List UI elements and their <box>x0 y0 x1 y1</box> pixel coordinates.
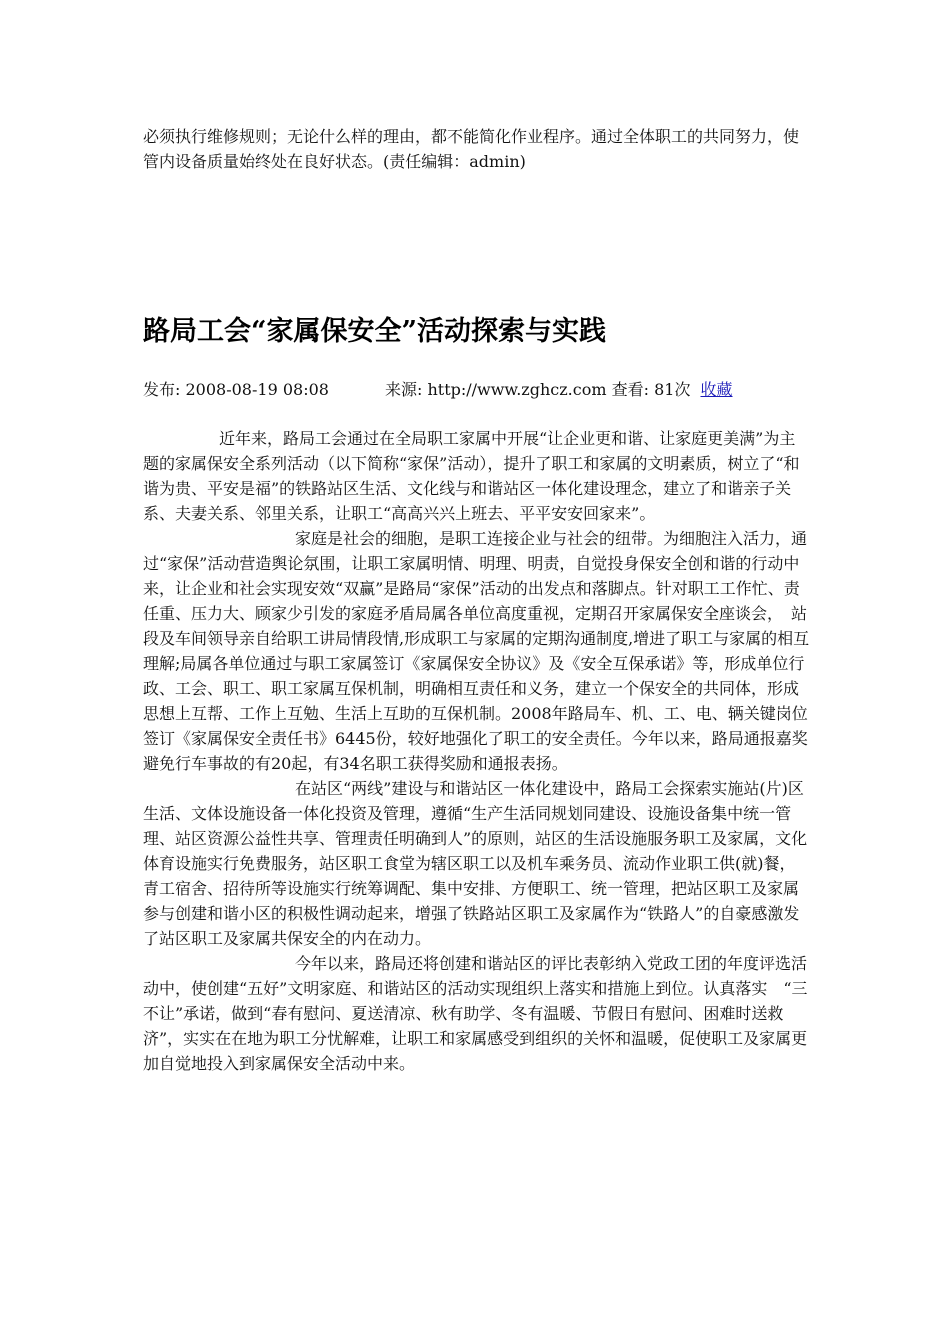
published-label: 发布: <box>143 380 181 399</box>
previous-article-closing: 必须执行维修规则；无论什么样的理由，都不能简化作业程序。通过全体职工的共同努力，使管内设备质量始终处在良好状态。(责任编辑：admin) <box>143 127 800 171</box>
article-paragraph: 家庭是社会的细胞，是职工连接企业与社会的纽带。为细胞注入活力，通过“家保”活动营造舆论氛围，让职工家属明情、明理、明责，自觉投身保安全创和谐的行动中来，让企业和社会实现安效“双赢”是路局“家保”活动的出发点和落脚点。针对职工工作忙、责任重、压力大、顾家少引发的家庭矛盾局属各单位高度重视，定期召开家属保安全座谈会， 站段及车间领导亲自给职工讲局情段情,形成职工与家属的定期沟通制度,增进了职工与家属的相互理解;局属各单位通过与职工家属签订《家属保安全协议》及《安全互保承诺》等，形成单位行政、工会、职工、职工家属互保机制，明确相互责任和义务，建立一个保安全的共同体，形成思想上互帮、工作上互勉、生活上互助的互保机制。2008年路局车、机、工、电、辆关键岗位签订《家属保安全责任书》6445份，较好地强化了职工的安全责任。今年以来，路局通报嘉奖避免行车事故的有20起，有34名职工获得奖励和通报表扬。 <box>143 529 810 773</box>
views-count: 81次 <box>654 380 691 399</box>
source-url: http://www.zghcz.com <box>427 380 607 399</box>
article-paragraph: 近年来，路局工会通过在全局职工家属中开展“让企业更和谐、让家庭更美满”为主题的家属保安全系列活动（以下简称“家保”活动），提升了职工和家属的文明素质，树立了“和谐为贵、平安是福”的铁路站区生活、文化线与和谐站区一体化建设理念，建立了和谐亲子关系、夫妻关系、邻里关系，让职工“高高兴兴上班去、平平安安回家来”。 <box>143 429 800 523</box>
article-meta <box>143 377 811 402</box>
favorite-link[interactable]: 收藏 <box>700 380 733 399</box>
published-date: 2008-08-19 08:08 <box>185 380 329 399</box>
views-label: 查看: <box>611 380 650 399</box>
article-body <box>143 426 811 1076</box>
article-paragraph: 今年以来，路局还将创建和谐站区的评比表彰纳入党政工团的年度评选活动中，使创建“五好”文明家庭、和谐站区的活动实现组织上落实和措施上到位。认真落实 “三不让”承诺，做到“春有慰问、夏送清凉、秋有助学、冬有温暖、节假日有慰问、困难时送救济”，实实在在地为职工分忧解难，让职工和家属感受到组织的关怀和温暖，促使职工及家属更加自觉地投入到家属保安全活动中来。 <box>143 954 808 1073</box>
article-title: 路局工会“家属保安全”活动探索与实践 <box>143 316 607 347</box>
article-paragraph: 在站区“两线”建设与和谐站区一体化建设中，路局工会探索实施站(片)区生活、文体设施设备一体化投资及管理，遵循“生产生活同规划同建设、设施设备集中统一管理、站区资源公益性共享、管理责任明确到人”的原则，站区的生活设施服务职工及家属，文化体育设施实行免费服务，站区职工食堂为辖区职工以及机车乘务员、流动作业职工供(就)餐，青工宿舍、招待所等设施实行统筹调配、集中安排、方便职工、统一管理，把站区职工及家属参与创建和谐小区的积极性调动起来，增强了铁路站区职工及家属作为“铁路人”的自豪感激发了站区职工及家属共保安全的内在动力。 <box>143 779 808 948</box>
source-label: 来源: <box>384 380 423 399</box>
